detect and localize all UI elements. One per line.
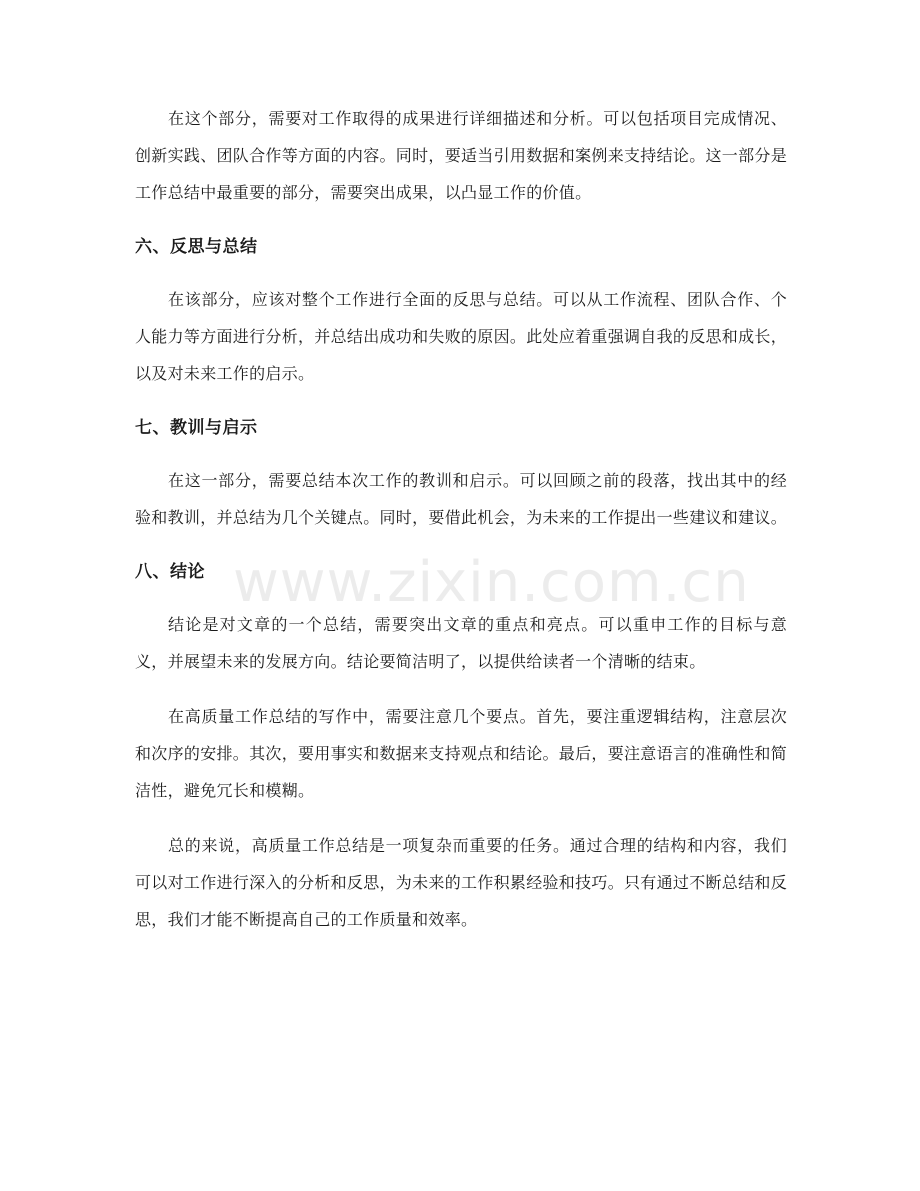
- section-heading-reflection: 六、反思与总结: [135, 237, 258, 257]
- paragraph: 在该部分，应该对整个工作进行全面的反思与总结。可以从工作流程、团队合作、个人能力等方面进行分析，并总结出成功和失败的原因。此处应着重强调自我的反思和成长，以及对未来工作的启示。: [135, 290, 788, 383]
- paragraph: 总的来说，高质量工作总结是一项复杂而重要的任务。通过合理的结构和内容，我们可以对工作进行深入的分析和反思，为未来的工作积累经验和技巧。只有通过不断总结和反思，我们才能不断提高自己的工作质量和效率。: [135, 836, 788, 929]
- paragraph: 在高质量工作总结的写作中，需要注意几个要点。首先，要注重逻辑结构，注意层次和次序的安排。其次，要用事实和数据来支持观点和结论。最后，要注意语言的准确性和简洁性，避免冗长和模糊。: [135, 707, 788, 800]
- paragraph: 在这个部分，需要对工作取得的成果进行详细描述和分析。可以包括项目完成情况、创新实践、团队合作等方面的内容。同时，要适当引用数据和案例来支持结论。这一部分是工作总结中最重要的部分，需要突出成果，以凸显工作的价值。: [135, 109, 788, 202]
- section-heading-conclusion: 八、结论: [135, 562, 205, 582]
- paragraph: 结论是对文章的一个总结，需要突出文章的重点和亮点。可以重申工作的目标与意义，并展望未来的发展方向。结论要简洁明了，以提供给读者一个清晰的结束。: [135, 615, 787, 671]
- paragraph: 在这一部分，需要总结本次工作的教训和启示。可以回顾之前的段落，找出其中的经验和教训，并总结为几个关键点。同时，要借此机会，为未来的工作提出一些建议和建议。: [135, 471, 788, 527]
- watermark-text: www.zixin.com.cn: [233, 550, 750, 615]
- section-heading-lessons: 七、教训与启示: [135, 418, 258, 438]
- document-body: [135, 100, 787, 938]
